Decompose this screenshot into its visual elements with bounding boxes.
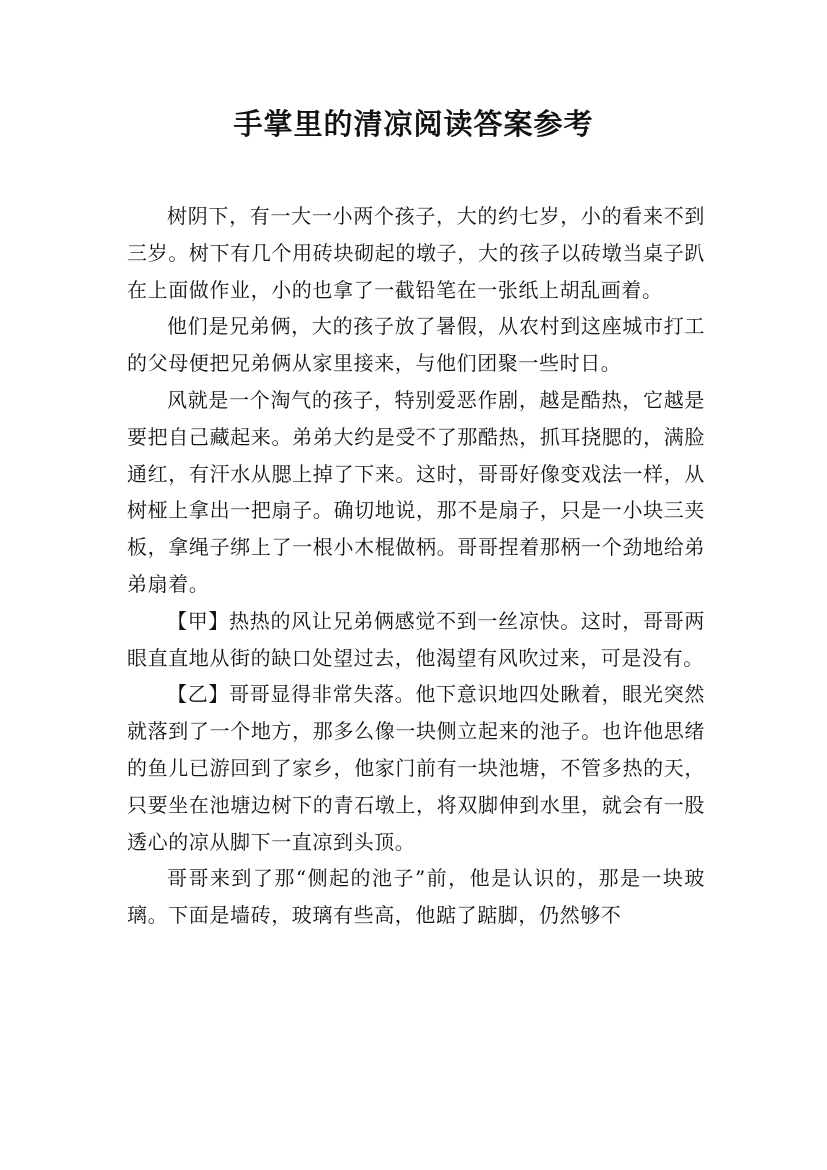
document-body xyxy=(127,198,705,934)
paragraph: 哥哥来到了那“侧起的池子”前，他是认识的，那是一块玻璃。下面是墙砖，玻璃有些高，他踮了踮脚，仍然够不 xyxy=(127,866,705,928)
paragraph: 【甲】热热的风让兄弟俩感觉不到一丝凉快。这时，哥哥两眼直直地从街的缺口处望过去，他渴望有风吹过来，可是没有。 xyxy=(127,608,705,670)
paragraph: 风就是一个淘气的孩子，特别爱恶作剧，越是酷热，它越是要把自己藏起来。弟弟大约是受不了那酷热，抓耳挠腮的，满脸通红，有汗水从腮上掉了下来。这时，哥哥好像变戏法一样，从树桠上拿出一把扇子。确切地说，那不是扇子，只是一小块三夹板，拿绳子绑上了一根小木棍做柄。哥哥捏着那柄一个劲地给弟弟扇着。 xyxy=(127,387,705,596)
paragraph: 他们是兄弟俩，大的孩子放了暑假，从农村到这座城市打工的父母便把兄弟俩从家里接来，与他们团聚一些时日。 xyxy=(127,314,705,376)
paragraph: 树阴下，有一大一小两个孩子，大的约七岁，小的看来不到三岁。树下有几个用砖块砌起的墩子，大的孩子以砖墩当桌子趴在上面做作业，小的也拿了一截铅笔在一张纸上胡乱画着。 xyxy=(127,204,705,302)
document-title: 手掌里的清凉阅读答案参考 xyxy=(233,107,594,141)
paragraph: 【乙】哥哥显得非常失落。他下意识地四处瞅着，眼光突然就落到了一个地方，那多么像一块侧立起来的池子。也许他思绪的鱼儿已游回到了家乡，他家门前有一块池塘，不管多热的天，只要坐在池塘边树下的青石墩上，将双脚伸到水里，就会有一股透心的凉从脚下一直凉到头顶。 xyxy=(127,682,705,854)
